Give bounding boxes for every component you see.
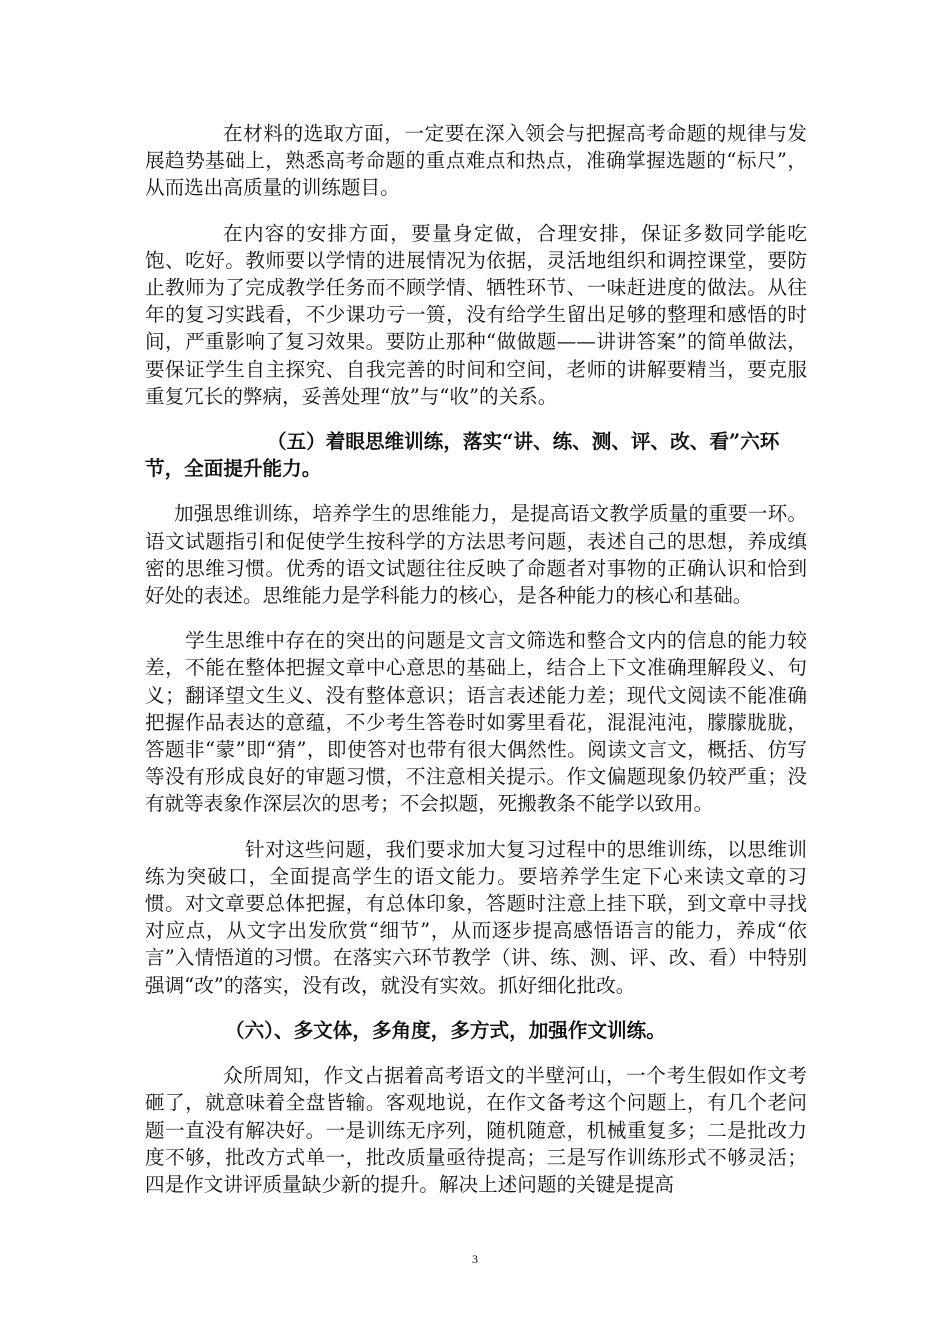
paragraph-student-problems: 学生思维中存在的突出的问题是文言文筛选和整合文内的信息的能力较差，不能在整体把握文章中心意思的基础上，结合上下文准确理解段义、句义；翻译望文生义、没有整体意识；语言表述能力差；现代文阅读不能准确把握作品表达的意蕴，不少考生答卷时如雾里看花，混混沌沌，朦朦胧胧，答题非“蒙”即“猜”，即使答对也带有很大偶然性。阅读文言文，概括、仿写等没有形成良好的审题习惯，不注意相关提示。作文偏题现象仍较严重；没有就等表象作深层次的思考；不会拟题，死搬教条不能学以致用。 (145, 629, 807, 816)
paragraph-content-arrangement: 在内容的安排方面，要量身定做，合理安排，保证多数同学能吃饱、吃好。教师要以学情的进展情况为依据，灵活地组织和调控课堂，要防止教师为了完成教学任务而不顾学情、牺牲环节、一味赶进度的做法。从往年的复习实践看，不少课功亏一篑，没有给学生留出足够的整理和感悟的时间，严重影响了复习效果。要防止那种“做做题——讲讲答案”的简单做法，要保证学生自主探究、自我完善的时间和空间，老师的讲解要精当，要克服重复冗长的弊病，妥善处理“放”与“收”的关系。 (145, 221, 807, 408)
paragraph-composition: 众所周知，作文占据着高考语文的半壁河山，一个考生假如作文考砸了，就意味着全盘皆输。客观地说，在作文备考这个问题上，有几个老问题一直没有解决好。一是训练无序列，随机随意，机械重复多；二是批改力度不够，批改方式单一，批改质量亟待提高；三是写作训练形式不够灵活；四是作文讲评质量缺少新的提升。解决上述问题的关键是提高 (145, 1064, 807, 1196)
paragraph-solutions: 针对这些问题，我们要求加大复习过程中的思维训练，以思维训练为突破口，全面提高学生的语文能力。要培养学生定下心来读文章的习惯。对文章要总体把握，有总体印象，答题时注意上挂下联，到文章中寻找对应点，从文字出发欣赏“细节”，从而逐步提高感悟语言的能力，养成“依言”入情悟道的习惯。在落实六环节教学（讲、练、测、评、改、看）中特别强调“改”的落实，没有改，就没有实效。抓好细化批改。 (145, 837, 807, 997)
section-heading-five: （五）着眼思维训练，落实“讲、练、测、评、改、看”六环节，全面提升能力。 (145, 430, 780, 481)
paragraph-thinking-training: 加强思维训练，培养学生的思维能力，是提高语文教学质量的重要一环。语文试题指引和促使学生按科学的方法思考问题，表述自己的思想，养成缜密的思维习惯。优秀的语文试题往往反映了命题者对事物的正确认识和恰到好处的表述。思维能力是学科能力的核心，是各种能力的核心和基础。 (145, 502, 807, 608)
page-number: 3 (472, 1252, 478, 1266)
document-page (145, 120, 807, 1216)
paragraph-material-selection: 在材料的选取方面，一定要在深入领会与把握高考命题的规律与发展趋势基础上，熟悉高考命题的重点难点和热点，准确掌握选题的“标尺”，从而选出高质量的训练题目。 (145, 122, 807, 200)
section-heading-six: （六）、多文体，多角度，多方式，加强作文训练。 (225, 1018, 666, 1042)
